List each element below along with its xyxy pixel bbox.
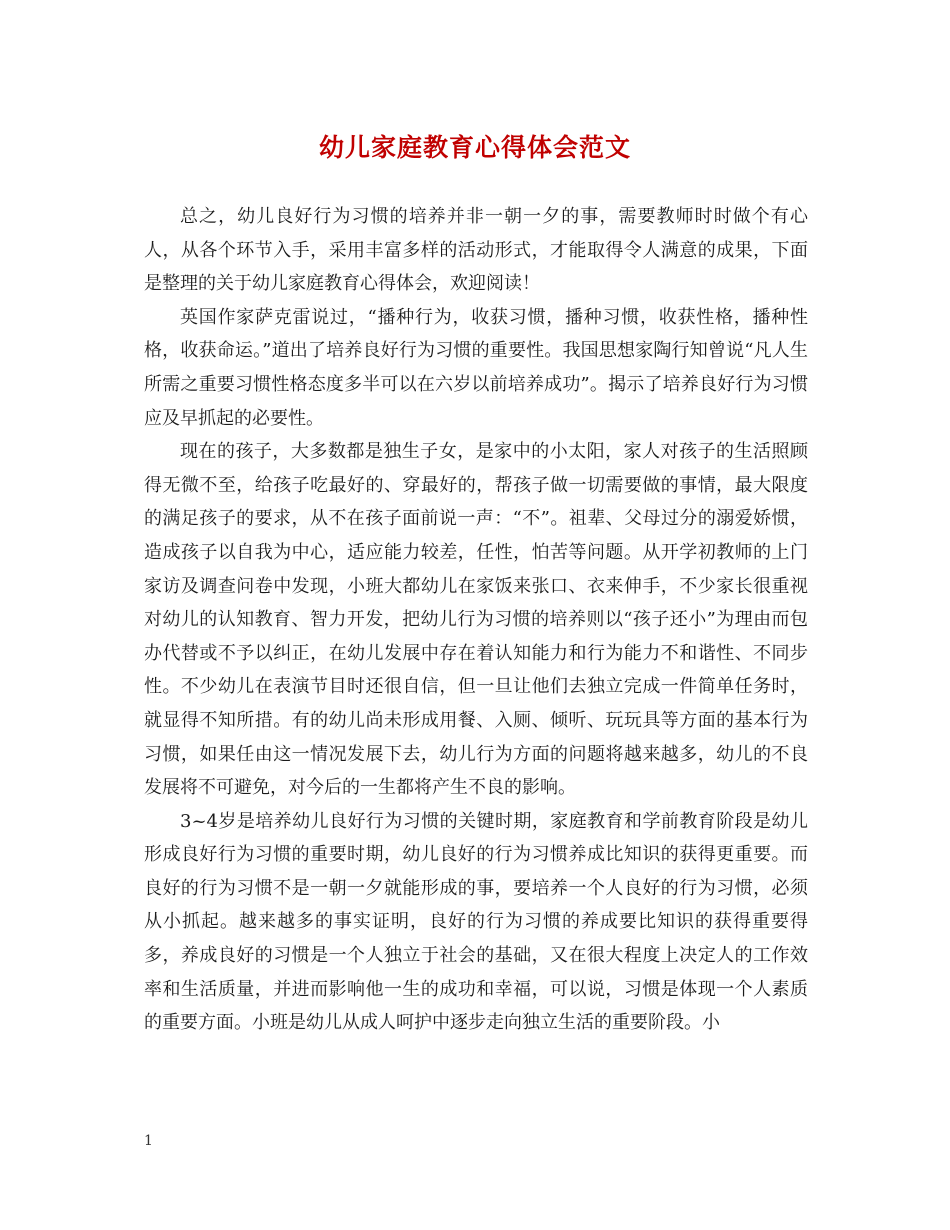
- paragraph-key-period: 3~4岁是培养幼儿良好行为习惯的关键时期，家庭教育和学前教育阶段是幼儿形成良好行为习惯的重要时期，幼儿良好的行为习惯养成比知识的获得更重要。而良好的行为习惯不是一朝一夕就能形成的事，要培养一个人良好的行为习惯，必须从小抓起。越来越多的事实证明，良好的行为习惯的养成要比知识的获得重要得多，养成良好的习惯是一个人独立于社会的基础，又在很大程度上决定人的工作效率和生活质量，并进而影响他一生的成功和幸福，可以说，习惯是体现一个人素质的重要方面。小班是幼儿从成人呵护中逐步走向独立生活的重要阶段。小: [144, 810, 808, 1034]
- document-body: [144, 200, 808, 1040]
- paragraph-intro: 总之，幼儿良好行为习惯的培养并非一朝一夕的事，需要教师时时做个有心人，从各个环节入手，采用丰富多样的活动形式，才能取得令人满意的成果，下面是整理的关于幼儿家庭教育心得体会，欢迎阅读！: [144, 206, 808, 295]
- page-number: 1: [144, 1133, 153, 1149]
- paragraph-thackeray-quote: 英国作家萨克雷说过，“播种行为，收获习惯，播种习惯，收获性格，播种性格，收获命运。”道出了培养良好行为习惯的重要性。我国思想家陶行知曾说“凡人生所需之重要习惯性格态度多半可以在六岁以前培养成功”。揭示了培养良好行为习惯应及早抓起的必要性。: [144, 306, 808, 429]
- paragraph-only-children: 现在的孩子，大多数都是独生子女，是家中的小太阳，家人对孩子的生活照顾得无微不至，给孩子吃最好的、穿最好的，帮孩子做一切需要做的事情，最大限度的满足孩子的要求，从不在孩子面前说一声：“不”。祖辈、父母过分的溺爱娇惯，造成孩子以自我为中心，适应能力较差，任性，怕苦等问题。从开学初教师的上门家访及调查问卷中发现，小班大都幼儿在家饭来张口、衣来伸手，不少家长很重视对幼儿的认知教育、智力开发，把幼儿行为习惯的培养则以“孩子还小”为理由而包办代替或不予以纠正，在幼儿发展中存在着认知能力和行为能力不和谐性、不同步性。不少幼儿在表演节目时还很自信，但一旦让他们去独立完成一件简单任务时，就显得不知所措。有的幼儿尚未形成用餐、入厕、倾听、玩玩具等方面的基本行为习惯，如果任由这一情况发展下去，幼儿行为方面的问题将越来越多，幼儿的不良发展将不可避免，对今后的一生都将产生不良的影响。: [144, 441, 808, 799]
- document-title: 幼儿家庭教育心得体会范文: [318, 133, 631, 162]
